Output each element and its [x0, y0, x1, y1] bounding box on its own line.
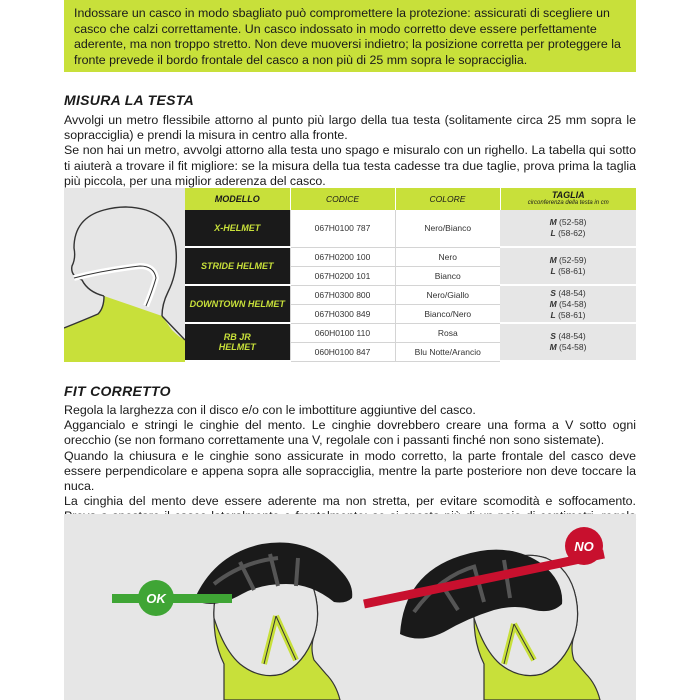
code-cell: 067H0300 849 — [290, 304, 395, 323]
color-cell: Nero — [395, 247, 500, 266]
color-cell: Bianco/Nero — [395, 304, 500, 323]
measure-paragraph-2: Se non hai un metro, avvolgi attorno alla testa uno spago e misuralo con un righello. La tabella qui sotto ti aiuterà a trovare il fit migliore: se la misura della tua testa cadesse tra due taglie, prova prima la taglia più piccola, per una miglior aderenza del casco. — [64, 143, 636, 188]
color-cell: Blu Notte/Arancio — [395, 342, 500, 361]
no-label: NO — [574, 539, 594, 554]
model-stride-helmet: STRIDE HELMET — [185, 247, 290, 285]
fit-line-4: La cinghia del mento deve essere aderente ma non stretta, per evitare scomodità e soffocamento. — [64, 494, 636, 509]
helmet-fit-illustration — [64, 514, 636, 700]
code-cell: 060H0100 110 — [290, 323, 395, 342]
header-code: CODICE — [290, 188, 395, 210]
code-cell: 067H0200 101 — [290, 266, 395, 285]
size-cell: S (48-54) M (54-58) — [500, 323, 636, 361]
helmet-fit-drawing — [64, 514, 636, 700]
code-cell: 067H0200 100 — [290, 247, 395, 266]
color-cell: Nero/Bianco — [395, 210, 500, 247]
code-cell: 060H0100 847 — [290, 342, 395, 361]
measure-title: MISURA LA TESTA — [64, 92, 194, 108]
fit-line-1: Regola la larghezza con il disco e/o con le imbottiture aggiuntive del casco. — [64, 403, 476, 417]
size-table — [185, 188, 636, 362]
header-color: COLORE — [395, 188, 500, 210]
size-cell: M (52-59) L (58-61) — [500, 247, 636, 285]
ok-label: OK — [146, 591, 166, 606]
table-row — [185, 323, 636, 342]
model-rb-jr-helmet: RB JR HELMET — [185, 323, 290, 361]
wrong-fit-figure — [364, 527, 604, 700]
head-measure-illustration — [64, 188, 185, 362]
fit-line-3: Quando la chiusura e le cinghie sono assicurate in modo corretto, la parte frontale del casco deve essere perpendicolare e appena sopra alle sopracciglia, mentre la parte posteriore non deve toccare la nuca. — [64, 448, 636, 494]
color-cell: Bianco — [395, 266, 500, 285]
color-cell: Rosa — [395, 323, 500, 342]
size-cell: S (48-54) M (54-58) L (58-61) — [500, 285, 636, 323]
code-cell: 067H0100 787 — [290, 210, 395, 247]
intro-text: Indossare un casco in modo sbagliato può compromettere la protezione: assicurati di scegliere un casco che calzi correttamente. Un casco indossato in modo corretto deve essere perfettamente aderente, ma non troppo stretto. Non deve muoversi indietro; la posizione corretta per proteggere la fronte prevede il bordo frontale del casco a non più di 25 mm sopra le sopracciglia. — [74, 6, 621, 67]
correct-fit-figure — [112, 542, 352, 700]
size-cell: M (52-58) L (58-62) — [500, 210, 636, 247]
header-size-sub: circonferenza della testa in cm — [527, 200, 609, 206]
header-size-label: TAGLIA — [551, 190, 585, 200]
model-x-helmet: X-HELMET — [185, 210, 290, 247]
table-row — [185, 210, 636, 247]
size-table-header — [185, 188, 636, 210]
header-size — [500, 188, 636, 210]
color-cell: Nero/Giallo — [395, 285, 500, 304]
fit-line-2: Aggancialo e stringi le cinghie del mento. Le cinghie dovrebbero creare una forma a V sotto ogni orecchio (se non formano correttamente una V, regolale con i passanti finché non sono sistemate). — [64, 418, 636, 448]
model-downtown-helmet: DOWNTOWN HELMET — [185, 285, 290, 323]
header-model: MODELLO — [185, 188, 290, 210]
table-row — [185, 247, 636, 266]
measure-text — [64, 113, 636, 189]
table-row — [185, 285, 636, 304]
measure-paragraph-1: Avvolgi un metro flessibile attorno al punto più largo della tua testa (solitamente circa 25 mm sopra le sopracciglia) e prendi la misura in centro alla fronte. — [64, 113, 636, 143]
code-cell: 067H0300 800 — [290, 285, 395, 304]
head-outline-icon — [64, 188, 185, 362]
fit-title: FIT CORRETTO — [64, 383, 171, 399]
intro-box — [64, 0, 636, 72]
